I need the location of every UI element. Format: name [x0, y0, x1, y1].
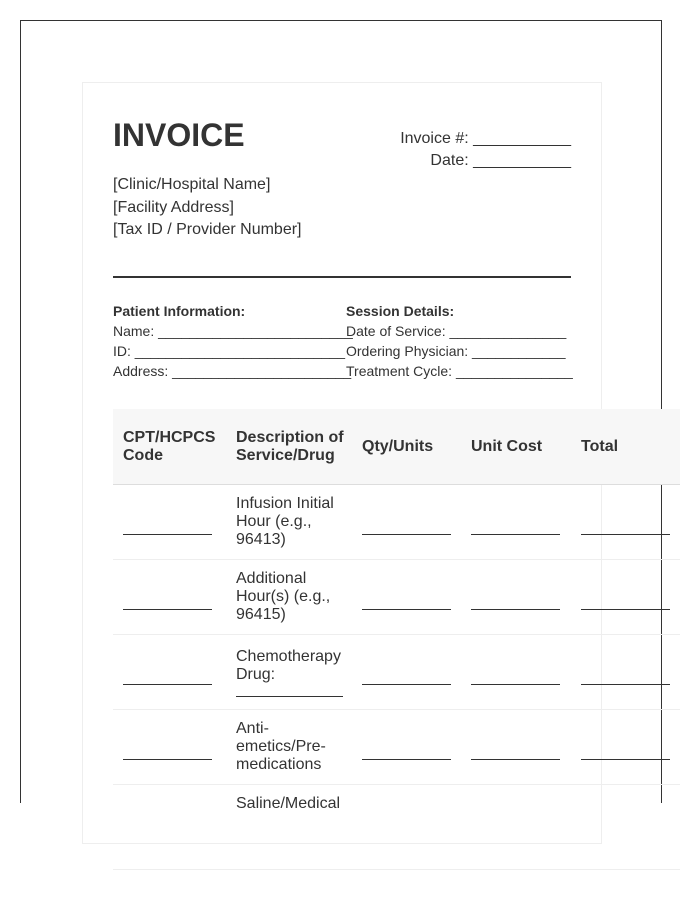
header-description: Description of Service/Drug [236, 428, 344, 464]
qty-blank [362, 670, 451, 685]
drug-name-blank [236, 684, 343, 697]
patient-info [113, 301, 353, 381]
ordering-physician-field: Ordering Physician: ____________ [346, 343, 566, 359]
session-details [346, 301, 573, 381]
header-unit-cost: Unit Cost [471, 437, 543, 455]
total-blank [581, 520, 670, 535]
document-frame [20, 20, 662, 812]
row-description: Saline/Medical [236, 795, 341, 812]
qty-blank [362, 520, 451, 535]
provider-name: [Clinic/Hospital Name] [113, 176, 271, 193]
invoice-title: INVOICE [113, 117, 245, 153]
invoice-date-field: Date: ___________ [430, 152, 571, 169]
code-blank [123, 745, 212, 760]
patient-address-field: Address: _______________________ [113, 363, 352, 379]
session-details-heading: Session Details: [346, 303, 455, 319]
qty-blank [362, 745, 451, 760]
provider-tax-id: [Tax ID / Provider Number] [113, 221, 302, 238]
code-blank [123, 520, 212, 535]
invoice-page [82, 82, 619, 844]
line-items-table [113, 409, 680, 870]
provider-address: [Facility Address] [113, 198, 234, 216]
row-description: Infusion Initial Hour (e.g., 96413) [236, 495, 334, 548]
provider-block [113, 174, 302, 242]
total-blank [581, 745, 670, 760]
table-row [113, 785, 680, 870]
table-row [113, 560, 680, 635]
unit-cost-blank [471, 670, 560, 685]
patient-info-heading: Patient Information: [113, 303, 246, 319]
invoice-meta [400, 128, 571, 172]
header-total: Total [581, 437, 619, 455]
table-row [113, 635, 680, 710]
row-description: Chemotherapy Drug: [236, 647, 341, 683]
header-qty: Qty/Units [362, 437, 434, 455]
date-of-service-field: Date of Service: _______________ [346, 323, 567, 339]
treatment-cycle-field: Treatment Cycle: _______________ [346, 363, 573, 379]
unit-cost-blank [471, 520, 560, 535]
qty-blank [362, 595, 451, 610]
code-blank [123, 595, 212, 610]
table-row [113, 485, 680, 560]
unit-cost-blank [471, 745, 560, 760]
row-description: Additional Hour(s) (e.g., 96415) [236, 570, 331, 623]
total-blank [581, 595, 670, 610]
total-blank [581, 670, 670, 685]
table-header [113, 409, 680, 485]
unit-cost-blank [471, 595, 560, 610]
header-divider [113, 276, 571, 278]
row-description: Anti-emetics/Pre-medications [236, 720, 326, 773]
table-row [113, 710, 680, 785]
patient-id-field: ID: ___________________________ [113, 343, 346, 359]
code-blank [123, 670, 212, 685]
invoice-number-field: Invoice #: ___________ [400, 130, 571, 147]
patient-name-field: Name: _________________________ [113, 323, 353, 339]
header-code: CPT/HCPCS Code [123, 428, 216, 464]
